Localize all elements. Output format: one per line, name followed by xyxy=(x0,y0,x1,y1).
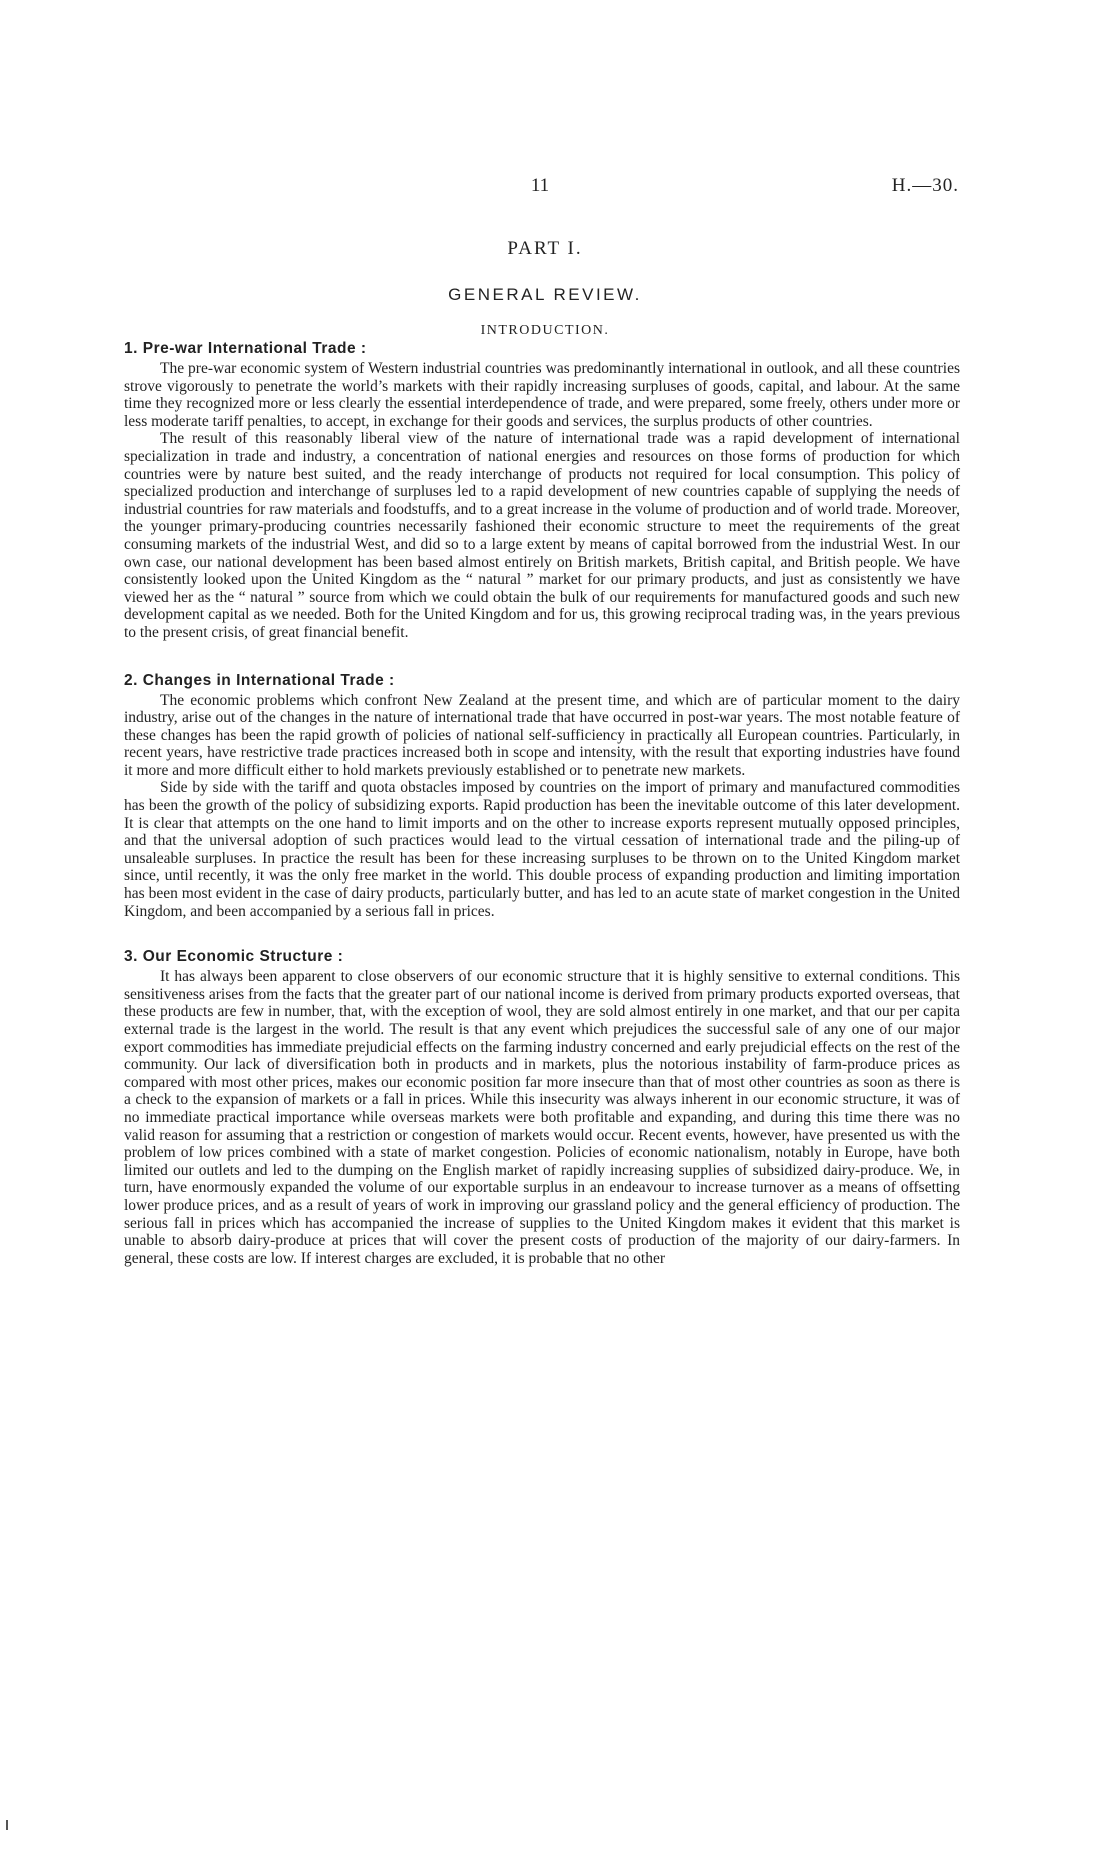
page-number: 11 xyxy=(530,175,550,196)
paragraph: The result of this reasonably liberal view of the nature of international trade was a rapid development of international specialization in trade and industry, a concentration of national energies and resources on those forms of production for which countries were by nature best suited, and the ready interchange of products not required for local consumption. This policy of specialized production and interchange of surpluses led to a rapid development of new countries capable of supplying the needs of industrial countries for raw materials and foodstuffs, and to a great increase in the volume of production and of world trade. Moreover, the younger primary-producing countries necessarily fashioned their economic structure to meet the requirements of the great consuming markets of the industrial West, and did so to a large extent by means of capital borrowed from the industrial West. In our own case, our national development has been based almost entirely on British markets, British capital, and British people. We have consistently looked upon the United Kingdom as the “ natural ” market for our primary products, and just as consistently we have viewed her as the “ natural ” source from which we could obtain the bulk of our requirements for manufactured goods and such new development capital as we needed. Both for the United Kingdom and for us, this growing reciprocal trading was, in the years previous to the present crisis, of great financial benefit. xyxy=(124,430,960,641)
section-pre-war-trade xyxy=(124,340,960,642)
paragraph: Side by side with the tariff and quota obstacles imposed by countries on the import of primary and manufactured commodities has been the growth of the policy of subsidizing exports. Rapid production has been the inevitable outcome of this later development. It is clear that attempts on the one hand to limit imports and on the other to increase exports represent mutually opposed principles, and that the universal adoption of such practices would lead to the virtual cessation of international trade and the piling-up of unsaleable surpluses. In practice the result has been for these increasing surpluses to be thrown on to the United Kingdom market since, until recently, it was the only free market in the world. This double process of expanding production and limiting importation has been most evident in the case of dairy products, particularly butter, and has led to an acute state of market congestion in the United Kingdom, and been accompanied by a serious fall in prices. xyxy=(124,779,960,920)
document-body xyxy=(124,340,960,1267)
paragraph: The pre-war economic system of Western industrial countries was predominantly international in outlook, and all these countries strove vigorously to penetrate the world’s markets with their rapidly increasing surpluses of goods, capital, and labour. At the same time they recognized more or less clearly the essential interdependence of trade, and were prepared, some freely, others under more or less moderate tariff penalties, to accept, in exchange for their goods and services, the surplus products of other countries. xyxy=(124,360,960,430)
paragraph: It has always been apparent to close observers of our economic structure that it is highly sensitive to external conditions. This sensitiveness arises from the facts that the greater part of our national income is derived from primary products exported overseas, that these products are few in number, that, with the exception of wool, they are sold almost entirely in one market, and that our per capita external trade is the largest in the world. The result is that any event which prejudices the successful sale of any one of our major export commodities has immediate prejudicial effects on the farming industry concerned and early prejudicial effects on the rest of the community. Our lack of diversification both in products and in markets, plus the notorious instability of farm-produce prices as compared with most other prices, makes our economic position far more insecure than that of most other countries as soon as there is a check to the expansion of markets or a fall in prices. While this insecurity was always inherent in our economic structure, it was of no immediate practical importance while overseas markets were both profitable and expanding, and during this time there was no valid reason for assuming that a restriction or congestion of markets would occur. Recent events, however, have presented us with the problem of low prices combined with a state of market congestion. Policies of economic nationalism, notably in Europe, have both limited our outlets and led to the dumping on the English market of rapidly increasing supplies of subsidized dairy-produce. We, in turn, have enormously expanded the volume of our exportable surplus in an endeavour to increase turnover as a means of offsetting lower produce prices, and as a result of years of work in improving our grassland policy and the general efficiency of production. The serious fall in prices which has accompanied the increase of supplies to the United Kingdom makes it evident that this market is unable to absorb dairy-produce at prices that will cover the present costs of production of the majority of our dairy-farmers. In general, these costs are low. If interest charges are excluded, it is probable that no other xyxy=(124,968,960,1267)
page-title: GENERAL REVIEW. xyxy=(448,285,642,304)
introduction-heading: INTRODUCTION. xyxy=(480,323,610,338)
document-reference: H.—30. xyxy=(891,175,959,196)
section-heading: 2. Changes in International Trade : xyxy=(124,671,395,689)
section-changes-in-trade xyxy=(124,672,960,921)
section-economic-structure xyxy=(124,948,960,1267)
part-heading: PART I. xyxy=(507,238,583,259)
section-heading: 3. Our Economic Structure : xyxy=(124,948,344,966)
section-heading: 1. Pre-war International Trade : xyxy=(124,340,367,357)
paragraph: The economic problems which confront New Zealand at the present time, and which are of particular moment to the dairy industry, arise out of the changes in the nature of international trade that have occurred in post-war years. The most notable feature of these changes has been the rapid growth of policies of national self-sufficiency in practically all European countries. Particularly, in recent years, have restrictive trade practices increased both in scope and intensity, with the result that exporting industries have found it more and more difficult either to hold markets previously established or to penetrate new markets. xyxy=(124,691,960,779)
scan-edge-mark xyxy=(6,1820,8,1830)
